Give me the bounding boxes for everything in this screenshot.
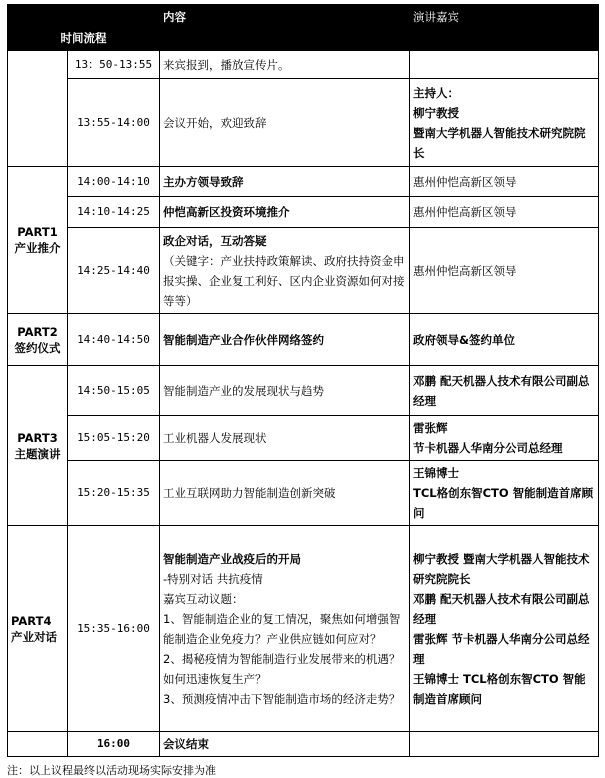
row-content: 会议结束 <box>160 732 410 757</box>
row-content <box>160 228 410 314</box>
panel-speaker-1: 柳宁教授 暨南大学机器人智能技术研究院院长 <box>413 551 590 586</box>
row-content: 来宾报到，播放宣传片。 <box>160 51 410 79</box>
row-content: 智能制造产业合作伙伴网络签约 <box>160 314 410 366</box>
part1-code: PART1 <box>17 225 58 239</box>
agenda-row-7 <box>8 366 599 416</box>
agenda-row-2 <box>8 79 599 167</box>
row-content-topic: 嘉宾互动议题： <box>163 591 244 606</box>
part2-name: 签约仪式 <box>14 340 61 355</box>
part-cell-part1 <box>8 167 68 314</box>
row-time: 15:05-15:20 <box>68 416 160 461</box>
footnote: 注：以上议程最终以活动现场实际安排为准 <box>7 764 216 777</box>
row-speaker: 惠州仲恺高新区领导 <box>410 197 599 228</box>
question-2: 2、揭秘疫情为智能制造行业发展带来的机遇？如何迅速恢复生产？ <box>163 651 401 686</box>
row-content: 会议开始，欢迎致辞 <box>160 79 410 167</box>
host-label: 主持人： <box>413 85 459 100</box>
agenda-row-4 <box>8 197 599 228</box>
row-content <box>160 526 410 732</box>
row-speaker <box>410 416 599 461</box>
part3-code: PART3 <box>17 430 58 445</box>
agenda-table <box>7 4 599 757</box>
row-time: 14:00-14:10 <box>68 167 160 197</box>
row-time: 14:10-14:25 <box>68 197 160 228</box>
row-content-detail: （关键字：产业扶持政策解读、政府扶持资金申报实操、企业复工利好、区内企业资源如何对接等等） <box>163 253 405 308</box>
panel-speaker-2: 邓鹏 配天机器人技术有限公司副总经理 <box>413 591 590 626</box>
part4-name: 产业对话 <box>11 629 57 644</box>
row-content-title: 政企对话，互动答疑 <box>163 233 267 248</box>
row-time: 16:00 <box>68 732 160 757</box>
panel-speaker-3: 雷张辉 节卡机器人华南分公司总经理 <box>413 631 590 666</box>
row-speaker: 邓鹏 配天机器人技术有限公司副总经理 <box>410 366 599 416</box>
part3-name: 主题演讲 <box>14 446 61 461</box>
speaker-title: 节卡机器人华南分公司总经理 <box>413 441 563 455</box>
row-content: 工业机器人发展现状 <box>160 416 410 461</box>
question-3: 3、预测疫情冲击下智能制造市场的经济走势？ <box>163 691 401 706</box>
row-speaker: 惠州仲恺高新区领导 <box>410 228 599 314</box>
row-speaker <box>410 79 599 167</box>
row-speaker <box>410 51 599 79</box>
part-cell-part3 <box>8 366 68 526</box>
header-time-flow: 时间流程 <box>8 5 160 51</box>
row-speaker <box>410 732 599 757</box>
row-time: 14:50-15:05 <box>68 366 160 416</box>
row-content-sub: -特别对话 共抗疫情 <box>163 571 263 586</box>
speaker-name: 雷张辉 <box>413 421 448 435</box>
part4-code: PART4 <box>11 613 52 628</box>
agenda-row-11 <box>8 732 599 757</box>
agenda-row-5 <box>8 228 599 314</box>
row-time: 14:40-14:50 <box>68 314 160 366</box>
header-row <box>8 5 599 51</box>
row-speaker: 惠州仲恺高新区领导 <box>410 167 599 197</box>
row-content: 仲恺高新区投资环境推介 <box>160 197 410 228</box>
panel-speaker-4: 王锦博士 TCL格创东智CTO 智能制造首席顾问 <box>413 671 586 706</box>
row-speaker: 政府领导&签约单位 <box>410 314 599 366</box>
row-speaker <box>410 526 599 732</box>
row-content: 智能制造产业的发展现状与趋势 <box>160 366 410 416</box>
part1-name: 产业推介 <box>14 241 61 255</box>
agenda-row-3 <box>8 167 599 197</box>
part-cell-part4 <box>8 526 68 732</box>
row-time: 14:25-14:40 <box>68 228 160 314</box>
agenda-row-8 <box>8 416 599 461</box>
part-cell-closing <box>8 732 68 757</box>
header-content: 内容 <box>160 5 410 51</box>
row-time: 15:20-15:35 <box>68 461 160 526</box>
header-speaker: 演讲嘉宾 <box>410 5 599 51</box>
part2-code: PART2 <box>17 324 58 339</box>
row-time: 15:35-16:00 <box>68 526 160 732</box>
row-speaker <box>410 461 599 526</box>
speaker-name: 王锦博士 <box>413 466 459 480</box>
agenda-row-6 <box>8 314 599 366</box>
part-cell-part2 <box>8 314 68 366</box>
question-1: 1、智能制造企业的复工情况，聚焦如何增强智能制造企业免疫力？产业供应链如何应对？ <box>163 611 401 646</box>
agenda-row-1 <box>8 51 599 79</box>
row-content: 工业互联网助力智能制造创新突破 <box>160 461 410 526</box>
speaker-title: TCL格创东智CTO 智能制造首席顾问 <box>413 486 594 520</box>
row-content: 主办方领导致辞 <box>160 167 410 197</box>
host-name: 柳宁教授 <box>413 105 459 120</box>
row-time: 13：50-13:55 <box>68 51 160 79</box>
agenda-row-9 <box>8 461 599 526</box>
host-title: 暨南大学机器人智能技术研究院院长 <box>413 125 586 160</box>
row-content-title: 智能制造产业战疫后的开局 <box>163 551 301 566</box>
agenda-row-10 <box>8 526 599 732</box>
part-cell-opening <box>8 51 68 167</box>
row-time: 13:55-14:00 <box>68 79 160 167</box>
